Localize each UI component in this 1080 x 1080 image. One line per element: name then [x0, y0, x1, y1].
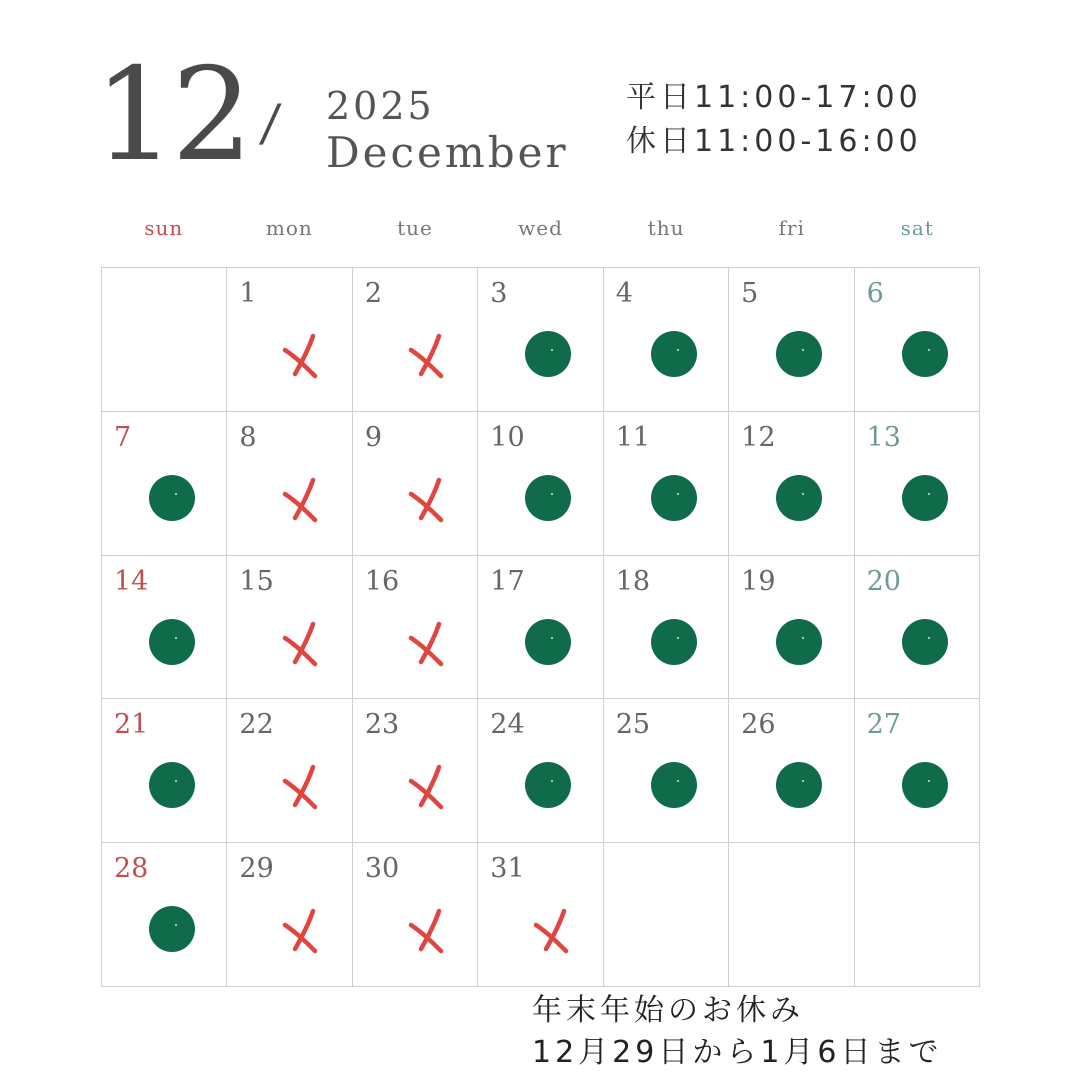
day-number: 15 — [239, 565, 274, 597]
holiday-note-dates: 12月29日から1月6日まで — [532, 1035, 943, 1070]
weekday-fri: fri — [778, 216, 805, 240]
day-number: 23 — [364, 709, 400, 741]
business-hours — [626, 76, 922, 164]
day-cell-17 — [478, 556, 603, 700]
day-cell-13 — [855, 412, 980, 556]
closed-cross-icon — [524, 899, 584, 959]
day-number: 2 — [364, 278, 383, 309]
day-cell-26 — [729, 699, 854, 843]
day-cell-3 — [478, 268, 603, 412]
open-dot-icon — [142, 755, 202, 815]
day-cell-11 — [604, 412, 729, 556]
open-dot-icon — [644, 468, 704, 528]
day-cell-5 — [729, 268, 854, 412]
day-cell-29 — [227, 843, 352, 987]
day-number: 29 — [239, 853, 274, 885]
day-cell-18 — [604, 556, 729, 700]
day-cell-22 — [227, 699, 352, 843]
open-dot-icon — [895, 755, 955, 815]
open-dot-icon — [769, 612, 829, 672]
day-number: 31 — [490, 853, 525, 885]
open-dot-icon — [644, 755, 704, 815]
open-dot-icon — [769, 468, 829, 528]
open-dot-icon — [518, 755, 578, 815]
day-number: 18 — [615, 565, 651, 597]
day-number: 30 — [364, 853, 400, 885]
day-number: 7 — [114, 421, 132, 453]
day-number: 20 — [866, 565, 901, 597]
closed-cross-icon — [273, 468, 333, 528]
day-cell-1 — [227, 268, 352, 412]
closed-cross-icon — [273, 612, 333, 672]
open-dot-icon — [518, 324, 578, 384]
day-cell-2 — [353, 268, 478, 412]
weekday-header — [101, 216, 980, 248]
day-number: 10 — [490, 421, 525, 453]
day-cell-25 — [604, 699, 729, 843]
day-number: 5 — [741, 278, 759, 309]
weekday-hours: 平日11:00-17:00 — [626, 80, 922, 115]
open-dot-icon — [769, 755, 829, 815]
day-cell-19 — [729, 556, 854, 700]
weekday-tue: tue — [397, 216, 433, 240]
day-number: 28 — [114, 853, 149, 885]
calendar-grid — [101, 267, 980, 987]
closed-cross-icon — [399, 899, 459, 959]
closed-cross-icon — [273, 755, 333, 815]
year-label: 2025 — [326, 84, 435, 128]
day-cell-9 — [353, 412, 478, 556]
day-number: 21 — [114, 709, 149, 741]
day-number: 24 — [490, 709, 525, 741]
day-cell-27 — [855, 699, 980, 843]
open-dot-icon — [769, 324, 829, 384]
day-number: 11 — [615, 421, 651, 453]
day-cell-28 — [102, 843, 227, 987]
empty-cell — [604, 843, 729, 987]
month-number: 12 — [94, 41, 249, 190]
weekday-mon: mon — [265, 216, 313, 240]
open-dot-icon — [895, 324, 955, 384]
day-number: 6 — [866, 278, 884, 309]
empty-cell — [855, 843, 980, 987]
open-dot-icon — [142, 468, 202, 528]
day-cell-31 — [478, 843, 603, 987]
day-number: 1 — [239, 278, 257, 309]
day-cell-15 — [227, 556, 352, 700]
weekday-sun: sun — [144, 216, 184, 240]
day-number: 17 — [490, 565, 525, 597]
closed-cross-icon — [273, 899, 333, 959]
weekday-thu: thu — [647, 216, 685, 240]
day-number: 9 — [364, 421, 383, 453]
day-number: 19 — [741, 565, 776, 597]
day-number: 4 — [615, 278, 633, 309]
day-number: 22 — [239, 709, 274, 741]
empty-cell — [102, 268, 227, 412]
day-cell-12 — [729, 412, 854, 556]
day-cell-24 — [478, 699, 603, 843]
day-cell-23 — [353, 699, 478, 843]
holiday-note — [532, 990, 943, 1074]
open-dot-icon — [644, 612, 704, 672]
open-dot-icon — [142, 899, 202, 959]
day-cell-6 — [855, 268, 980, 412]
open-dot-icon — [895, 468, 955, 528]
day-cell-10 — [478, 412, 603, 556]
holiday-hours: 休日11:00-16:00 — [626, 124, 922, 159]
open-dot-icon — [644, 324, 704, 384]
closed-cross-icon — [399, 468, 459, 528]
closed-cross-icon — [399, 755, 459, 815]
month-name: December — [326, 128, 569, 177]
weekday-wed: wed — [518, 216, 563, 240]
day-cell-7 — [102, 412, 227, 556]
day-cell-20 — [855, 556, 980, 700]
title-slash: / — [257, 94, 283, 152]
closed-cross-icon — [273, 324, 333, 384]
day-number: 3 — [490, 278, 508, 309]
day-number: 8 — [239, 421, 257, 453]
closed-cross-icon — [399, 324, 459, 384]
open-dot-icon — [518, 612, 578, 672]
open-dot-icon — [895, 612, 955, 672]
day-number: 13 — [866, 421, 901, 453]
weekday-sat: sat — [900, 216, 934, 240]
day-cell-4 — [604, 268, 729, 412]
closed-cross-icon — [399, 612, 459, 672]
day-cell-14 — [102, 556, 227, 700]
day-number: 25 — [615, 709, 651, 741]
empty-cell — [729, 843, 854, 987]
day-cell-16 — [353, 556, 478, 700]
day-number: 16 — [364, 565, 400, 597]
day-number: 27 — [866, 709, 901, 741]
day-number: 14 — [114, 565, 149, 597]
day-cell-21 — [102, 699, 227, 843]
open-dot-icon — [142, 612, 202, 672]
open-dot-icon — [518, 468, 578, 528]
day-cell-30 — [353, 843, 478, 987]
day-number: 12 — [741, 421, 776, 453]
holiday-note-title: 年末年始のお休み — [532, 993, 804, 1028]
day-number: 26 — [741, 709, 776, 741]
day-cell-8 — [227, 412, 352, 556]
